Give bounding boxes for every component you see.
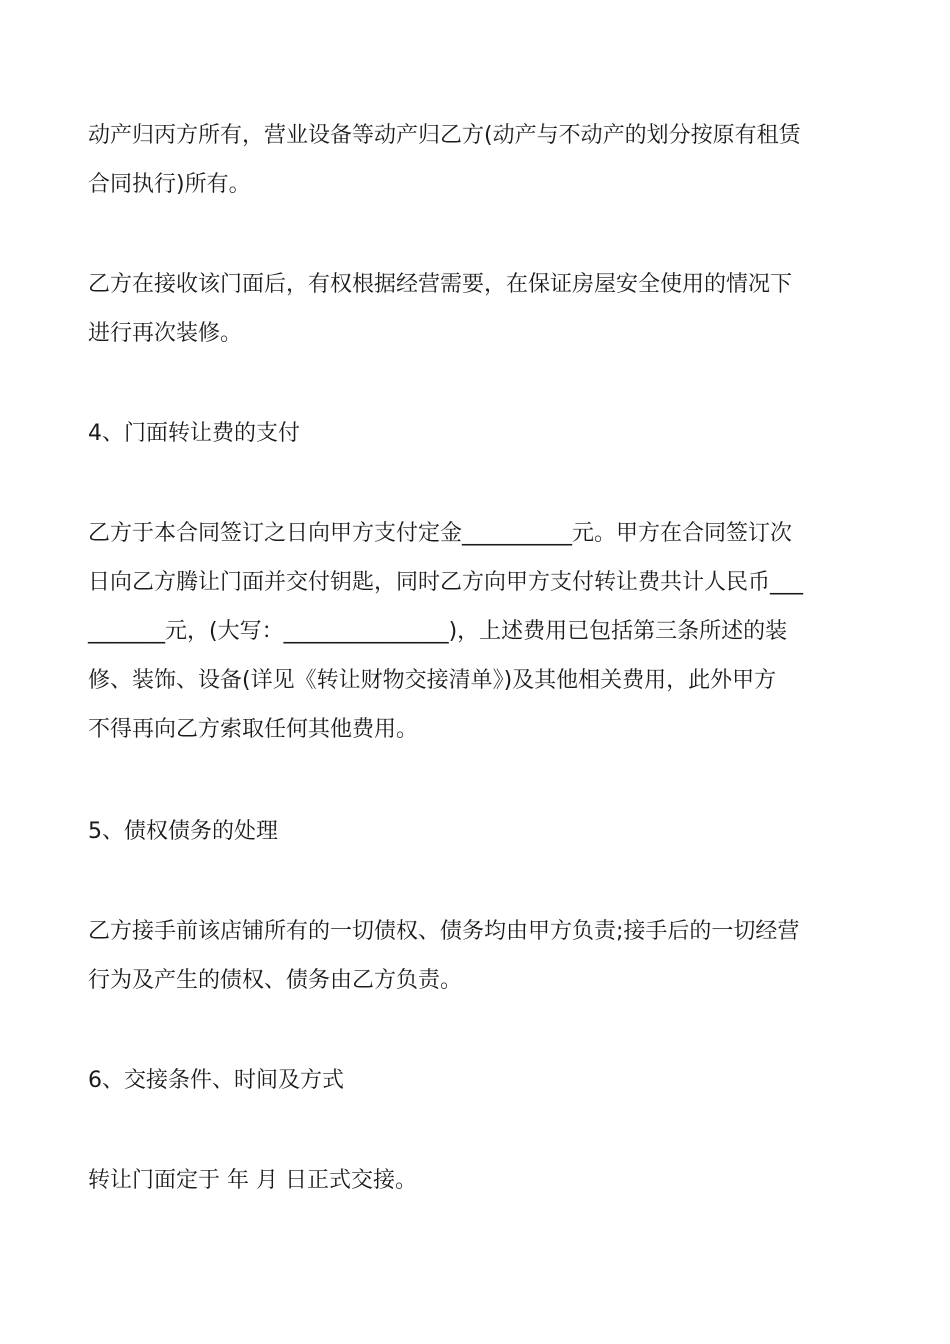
- heading-text: 4、门面转让费的支付: [88, 421, 300, 446]
- heading-text: 6、交接条件、时间及方式: [88, 1068, 344, 1093]
- section-heading-6: [88, 1056, 868, 1105]
- paragraph-payment: [88, 509, 868, 754]
- paragraph-renovation-right: [88, 260, 868, 358]
- text-line: 日向乙方腾让门面并交付钥匙，同时乙方向甲方支付转让费共计人民币___: [88, 570, 804, 595]
- section-heading-5: [88, 807, 868, 856]
- text-line: 乙方于本合同签订之日向甲方支付定金__________元。甲方在合同签订次: [88, 521, 793, 546]
- text-line: _______元，(大写：_______________)，上述费用已包括第三条所述的装: [88, 619, 788, 644]
- section-heading-4: [88, 409, 868, 458]
- text-line: 乙方在接收该门面后，有权根据经营需要，在保证房屋安全使用的情况下: [88, 272, 793, 297]
- text-line: 转让门面定于 年 月 日正式交接。: [88, 1168, 417, 1193]
- text-line: 修、装饰、设备(详见《转让财物交接清单》)及其他相关费用，此外甲方: [88, 668, 777, 693]
- text-line: 合同执行)所有。: [88, 172, 251, 197]
- text-line: 不得再向乙方索取任何其他费用。: [88, 717, 419, 742]
- text-line: 行为及产生的债权、债务由乙方负责。: [88, 968, 463, 993]
- text-line: 进行再次装修。: [88, 321, 243, 346]
- heading-text: 5、债权债务的处理: [88, 819, 278, 844]
- paragraph-handover: [88, 1156, 868, 1205]
- paragraph-debts: [88, 907, 868, 1005]
- paragraph-property-ownership: [88, 111, 868, 209]
- text-line: 动产归丙方所有，营业设备等动产归乙方(动产与不动产的划分按原有租赁: [88, 123, 801, 148]
- text-line: 乙方接手前该店铺所有的一切债权、债务均由甲方负责;接手后的一切经营: [88, 919, 800, 944]
